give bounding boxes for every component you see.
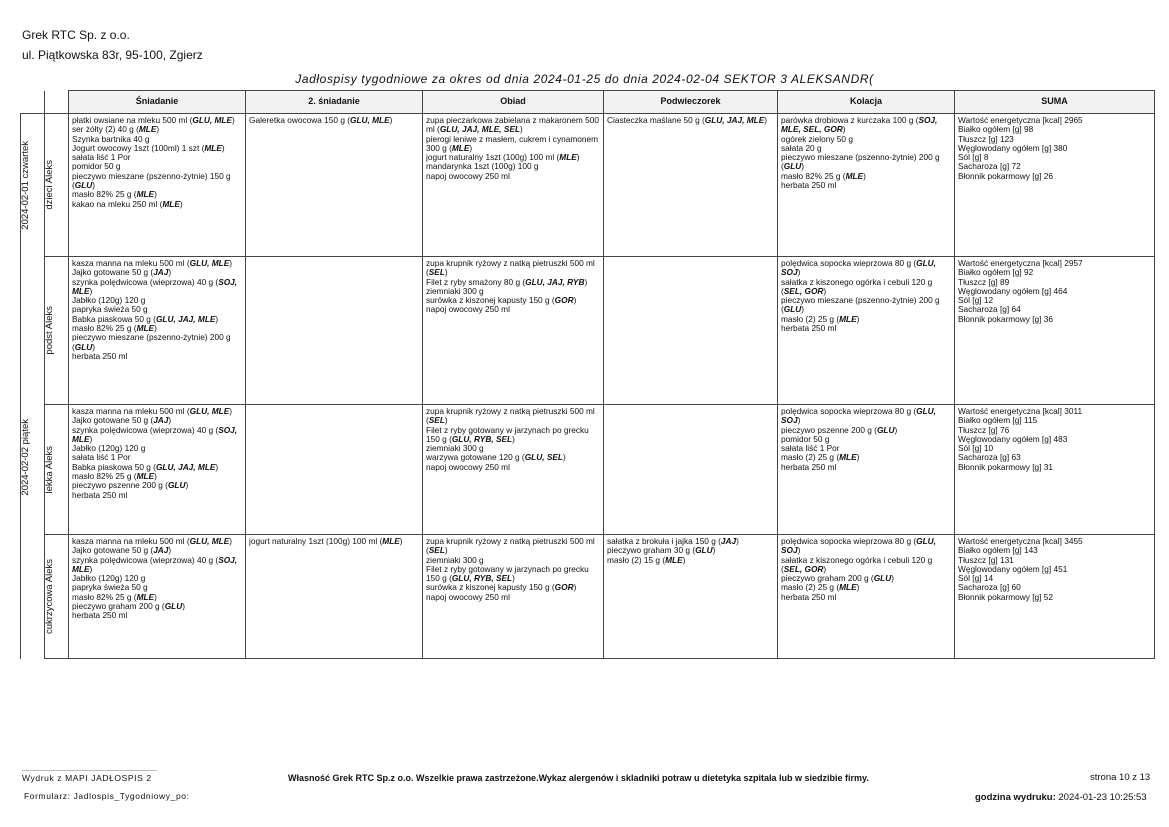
- menu-item: Sacharoza [g] 63: [958, 452, 1021, 463]
- menu-item: Sól [g] 8: [958, 152, 989, 163]
- menu-item: masło 82% 25 g (MLE): [72, 471, 157, 482]
- menu-item: herbata 250 ml: [72, 489, 128, 500]
- page-number: strona 10 z 13: [1090, 772, 1151, 783]
- menu-item: kakao na mleku 250 ml (MLE): [72, 198, 183, 209]
- table-row: [21, 405, 1155, 535]
- company-info: [22, 25, 203, 65]
- menu-item: sałatka z kiszonego ogórka i cebuli 120 g (SEL, GOR): [781, 276, 933, 296]
- menu-item: herbata 250 ml: [781, 461, 837, 472]
- diet-label: lekka Aleks: [44, 445, 55, 494]
- menu-item: jogurt naturalny 1szt (100g) 100 ml (MLE): [426, 152, 580, 163]
- menu-item: Babka piaskowa 50 g (GLU, JAJ, MLE): [72, 313, 219, 324]
- obiad-cell: [423, 114, 604, 257]
- suma-cell: [955, 114, 1155, 257]
- menu-item: zupa krupnik ryżowy z natką pietruszki 500 ml (SEL): [426, 537, 595, 556]
- menu-item: masło (2) 25 g (MLE): [781, 582, 860, 593]
- menu-item: polędwica sopocka wieprzowa 80 g (GLU, SOJ): [781, 537, 936, 556]
- menu-item: polędwica sopocka wieprzowa 80 g (GLU, SOJ): [781, 407, 936, 426]
- menu-item: Błonnik pokarmowy [g] 26: [958, 170, 1054, 181]
- menu-item: sałatka z kiszonego ogórka i cebuli 120 g (SEL, GOR): [781, 554, 933, 574]
- suma-cell: [955, 257, 1155, 405]
- menu-item: polędwica sopocka wieprzowa 80 g (GLU, SOJ): [781, 259, 936, 278]
- menu-item: herbata 250 ml: [72, 350, 128, 361]
- menu-item: surówka z kiszonej kapusty 150 g (GOR): [426, 295, 577, 306]
- print-timestamp: [975, 792, 1147, 803]
- menu-item: ziemniaki 300 g: [426, 285, 484, 296]
- diet-label: dzieci Aleks: [44, 160, 55, 210]
- menu-item: pomidor 50 g: [781, 433, 830, 444]
- menu-item: pieczywo pszenne 200 g (GLU): [781, 424, 898, 435]
- copyright-notice: Własność Grek RTC Sp.z o.o. Wszelkie prawa zastrzeżone.Wykaz alergenów i skladniki potraw u dietetyka szpitala lub w siedzibie firmy.: [288, 773, 869, 783]
- menu-item: Tłuszcz [g] 76: [958, 424, 1010, 435]
- menu-item: masło 82% 25 g (MLE): [72, 323, 157, 334]
- menu-item: Białko ogółem [g] 115: [958, 415, 1038, 426]
- page-title: Jadłospisy tygodniowe za okres od dnia 2024-01-25 do dnia 2024-02-04 SEKTOR 3 ALEKSANDR(: [295, 72, 874, 86]
- menu-item: Błonnik pokarmowy [g] 36: [958, 313, 1054, 324]
- menu-item: herbata 250 ml: [781, 591, 837, 602]
- column-header-podwieczorek: Podwieczorek: [604, 91, 778, 114]
- menu-item: masło 82% 25 g (MLE): [72, 591, 157, 602]
- menu-item: Wartość energetyczna [kcal] 2965: [958, 116, 1083, 125]
- menu-item: Sacharoza [g] 64: [958, 304, 1021, 315]
- date-cell: [21, 114, 45, 257]
- podwieczorek-cell: [604, 535, 778, 659]
- diet-label: cukrzycowa Aleks: [44, 559, 55, 634]
- kolacja-cell: [778, 405, 955, 535]
- print-source: Wydruk z MAPI JADŁOSPIS 2: [22, 773, 152, 783]
- menu-item: Filet z ryby gotowany w jarzynach po grecku 150 g (GLU, RYB, SEL): [426, 424, 589, 444]
- drugie-sniadanie-cell: [246, 405, 423, 535]
- menu-item: pieczywo graham 200 g (GLU): [781, 573, 894, 584]
- menu-item: kasza manna na mleku 500 ml (GLU, MLE): [72, 259, 233, 268]
- menu-item: Ciasteczka maślane 50 g (GLU, JAJ, MLE): [607, 116, 767, 125]
- form-name: Formularz: Jadlospis_Tygodniowy_po:: [24, 791, 190, 801]
- drugie-sniadanie-cell: [246, 535, 423, 659]
- menu-item: Jabłko (120g) 120 g: [72, 443, 146, 454]
- sniadanie-cell: [69, 535, 246, 659]
- date-cell: [21, 257, 45, 659]
- kolacja-cell: [778, 114, 955, 257]
- kolacja-cell: [778, 257, 955, 405]
- company-address: ul. Piątkowska 83r, 95-100, Zgierz: [22, 48, 203, 62]
- menu-item: Białko ogółem [g] 143: [958, 545, 1038, 556]
- menu-item: warzywa gotowane 120 g (GLU, SEL): [426, 452, 566, 463]
- menu-item: Filet z ryby gotowany w jarzynach po grecku 150 g (GLU, RYB, SEL): [426, 563, 589, 584]
- suma-cell: [955, 405, 1155, 535]
- podwieczorek-cell: [604, 114, 778, 257]
- menu-item: pierogi leniwe z masłem, cukrem i cynamonem 300 g (MLE): [426, 133, 598, 153]
- menu-item: mandarynka 1szt (100g) 100 g: [426, 161, 539, 172]
- menu-item: szynka polędwicowa (wieprzowa) 40 g (SOJ, MLE): [72, 424, 238, 444]
- menu-item: Tłuszcz [g] 123: [958, 133, 1014, 144]
- menu-item: zupa krupnik ryżowy z natką pietruszki 500 ml (SEL): [426, 259, 595, 278]
- table-header-row: [21, 91, 1155, 114]
- menu-item: parówka drobiowa z kurczaka 100 g (SOJ, MLE, SEL, GOR): [781, 116, 938, 135]
- menu-item: masło (2) 25 g (MLE): [781, 313, 860, 324]
- podwieczorek-cell: [604, 405, 778, 535]
- menu-item: Błonnik pokarmowy [g] 31: [958, 461, 1054, 472]
- menu-item: ziemniaki 300 g: [426, 554, 484, 565]
- menu-item: pieczywo mieszane (pszenno-żytnie) 200 g (GLU): [781, 295, 940, 315]
- company-name: Grek RTC Sp. z o.o.: [22, 28, 130, 42]
- column-header-2-sniadanie: 2. śniadanie: [246, 91, 423, 114]
- menu-item: pieczywo pszenne 200 g (GLU): [72, 480, 189, 491]
- column-header-sniadanie: Śniadanie: [69, 91, 246, 114]
- menu-item: Galeretka owocowa 150 g (GLU, MLE): [249, 116, 393, 125]
- menu-item: Jajko gotowane 50 g (JAJ): [72, 415, 172, 426]
- menu-item: Tłuszcz [g] 131: [958, 554, 1014, 565]
- sniadanie-cell: [69, 257, 246, 405]
- drugie-sniadanie-cell: [246, 114, 423, 257]
- date-label: 2024-02-02 piątek: [20, 419, 31, 496]
- menu-item: sałata liść 1 Por: [72, 452, 131, 463]
- menu-item: pomidor 50 g: [72, 161, 121, 172]
- menu-item: Sól [g] 10: [958, 443, 994, 454]
- menu-item: ziemniaki 300 g: [426, 443, 484, 454]
- menu-item: napoj owocowy 250 ml: [426, 304, 510, 315]
- menu-item: napoj owocowy 250 ml: [426, 591, 510, 602]
- menu-item: ser żółty (2) 40 g (MLE): [72, 124, 160, 135]
- header-blank: [21, 91, 45, 114]
- diet-label: podst Aleks: [44, 306, 55, 355]
- menu-item: pieczywo mieszane (pszenno-żytnie) 150 g (GLU): [72, 170, 231, 191]
- menu-item: masło 82% 25 g (MLE): [72, 189, 157, 200]
- menu-item: Jabłko (120g) 120 g: [72, 295, 146, 306]
- menu-item: pieczywo graham 30 g (GLU): [607, 545, 716, 556]
- diet-cell: [45, 257, 69, 405]
- header-blank: [45, 91, 69, 114]
- kolacja-cell: [778, 535, 955, 659]
- menu-item: szynka polędwicowa (wieprzowa) 40 g (SOJ, MLE): [72, 554, 238, 574]
- menu-item: szynka polędwicowa (wieprzowa) 40 g (SOJ, MLE): [72, 276, 238, 296]
- menu-item: sałata liść 1 Por: [72, 152, 131, 163]
- menu-item: Szynka bartnika 40 g: [72, 133, 150, 144]
- menu-item: napoj owocowy 250 ml: [426, 461, 510, 472]
- menu-item: Wartość energetyczna [kcal] 3455: [958, 537, 1083, 546]
- print-time-label: godzina wydruku:: [975, 792, 1056, 803]
- menu-item: Jajko gotowane 50 g (JAJ): [72, 267, 172, 278]
- menu-item: papryka świeża 50 g: [72, 582, 148, 593]
- menu-item: Sól [g] 12: [958, 295, 994, 306]
- menu-item: Sól [g] 14: [958, 573, 994, 584]
- menu-item: zupa krupnik ryżowy z natką pietruszki 500 ml (SEL): [426, 407, 595, 426]
- menu-item: Jajko gotowane 50 g (JAJ): [72, 545, 172, 556]
- menu-item: masło (2) 15 g (MLE): [607, 554, 686, 565]
- obiad-cell: [423, 535, 604, 659]
- menu-item: Białko ogółem [g] 98: [958, 124, 1034, 135]
- date-label: 2024-02-01 czwartek: [20, 140, 31, 230]
- menu-item: kasza manna na mleku 500 ml (GLU, MLE): [72, 537, 233, 546]
- menu-item: herbata 250 ml: [781, 180, 837, 191]
- menu-item: Węglowodany ogółem [g] 380: [958, 142, 1068, 153]
- sniadanie-cell: [69, 405, 246, 535]
- menu-item: sałatka z brokuła i jajka 150 g (JAJ): [607, 537, 739, 546]
- menu-item: Błonnik pokarmowy [g] 52: [958, 591, 1054, 602]
- diet-cell: [45, 114, 69, 257]
- diet-cell: [45, 535, 69, 659]
- menu-item: Białko ogółem [g] 92: [958, 267, 1034, 278]
- menu-item: pieczywo mieszane (pszenno-żytnie) 200 g (GLU): [781, 152, 940, 172]
- menu-item: Filet z ryby smażony 80 g (GLU, JAJ, RYB): [426, 276, 588, 287]
- menu-item: Sacharoza [g] 72: [958, 161, 1021, 172]
- obiad-cell: [423, 257, 604, 405]
- menu-item: papryka świeża 50 g: [72, 304, 148, 315]
- menu-item: zupa pieczarkowa zabielana z makaronem 500 ml (GLU, JAJ, MLE, SEL): [426, 116, 599, 135]
- menu-item: Jogurt owocowy 1szt (100ml) 1 szt (MLE): [72, 142, 225, 153]
- menu-item: sałata 20 g: [781, 142, 822, 153]
- podwieczorek-cell: [604, 257, 778, 405]
- diet-cell: [45, 405, 69, 535]
- menu-item: masło (2) 25 g (MLE): [781, 452, 860, 463]
- menu-item: Jabłko (120g) 120 g: [72, 573, 146, 584]
- menu-item: Tłuszcz [g] 89: [958, 276, 1010, 287]
- print-time-value: 2024-01-23 10:25:53: [1058, 792, 1147, 803]
- menu-item: Wartość energetyczna [kcal] 3011: [958, 407, 1083, 416]
- menu-item: pieczywo graham 200 g (GLU): [72, 601, 185, 612]
- footer-divider: [22, 770, 157, 771]
- table-row: [21, 114, 1155, 257]
- menu-item: napoj owocowy 250 ml: [426, 170, 510, 181]
- table-row: [21, 257, 1155, 405]
- suma-cell: [955, 535, 1155, 659]
- menu-table: [20, 90, 1155, 659]
- menu-item: Wartość energetyczna [kcal] 2957: [958, 259, 1083, 268]
- menu-item: herbata 250 ml: [72, 610, 128, 621]
- menu-item: Węglowodany ogółem [g] 483: [958, 433, 1068, 444]
- menu-item: surówka z kiszonej kapusty 150 g (GOR): [426, 582, 577, 593]
- menu-item: Węglowodany ogółem [g] 451: [958, 563, 1068, 574]
- menu-item: sałata liść 1 Por: [781, 443, 840, 454]
- table-row: [21, 535, 1155, 659]
- menu-item: kasza manna na mleku 500 ml (GLU, MLE): [72, 407, 233, 416]
- menu-item: Babka piaskowa 50 g (GLU, JAJ, MLE): [72, 461, 219, 472]
- drugie-sniadanie-cell: [246, 257, 423, 405]
- menu-item: pieczywo mieszane (pszenno-żytnie) 200 g (GLU): [72, 332, 231, 352]
- column-header-obiad: Obiad: [423, 91, 604, 114]
- column-header-kolacja: Kolacja: [778, 91, 955, 114]
- menu-item: Węglowodany ogółem [g] 464: [958, 285, 1068, 296]
- menu-item: jogurt naturalny 1szt (100g) 100 ml (MLE): [249, 537, 403, 546]
- obiad-cell: [423, 405, 604, 535]
- column-header-suma: SUMA: [955, 91, 1155, 114]
- menu-item: płatki owsiane na mleku 500 ml (GLU, MLE): [72, 116, 235, 125]
- menu-item: masło 82% 25 g (MLE): [781, 170, 866, 181]
- menu-item: Sacharoza [g] 60: [958, 582, 1021, 593]
- menu-item: ogórek zielony 50 g: [781, 133, 853, 144]
- menu-item: herbata 250 ml: [781, 323, 837, 334]
- sniadanie-cell: [69, 114, 246, 257]
